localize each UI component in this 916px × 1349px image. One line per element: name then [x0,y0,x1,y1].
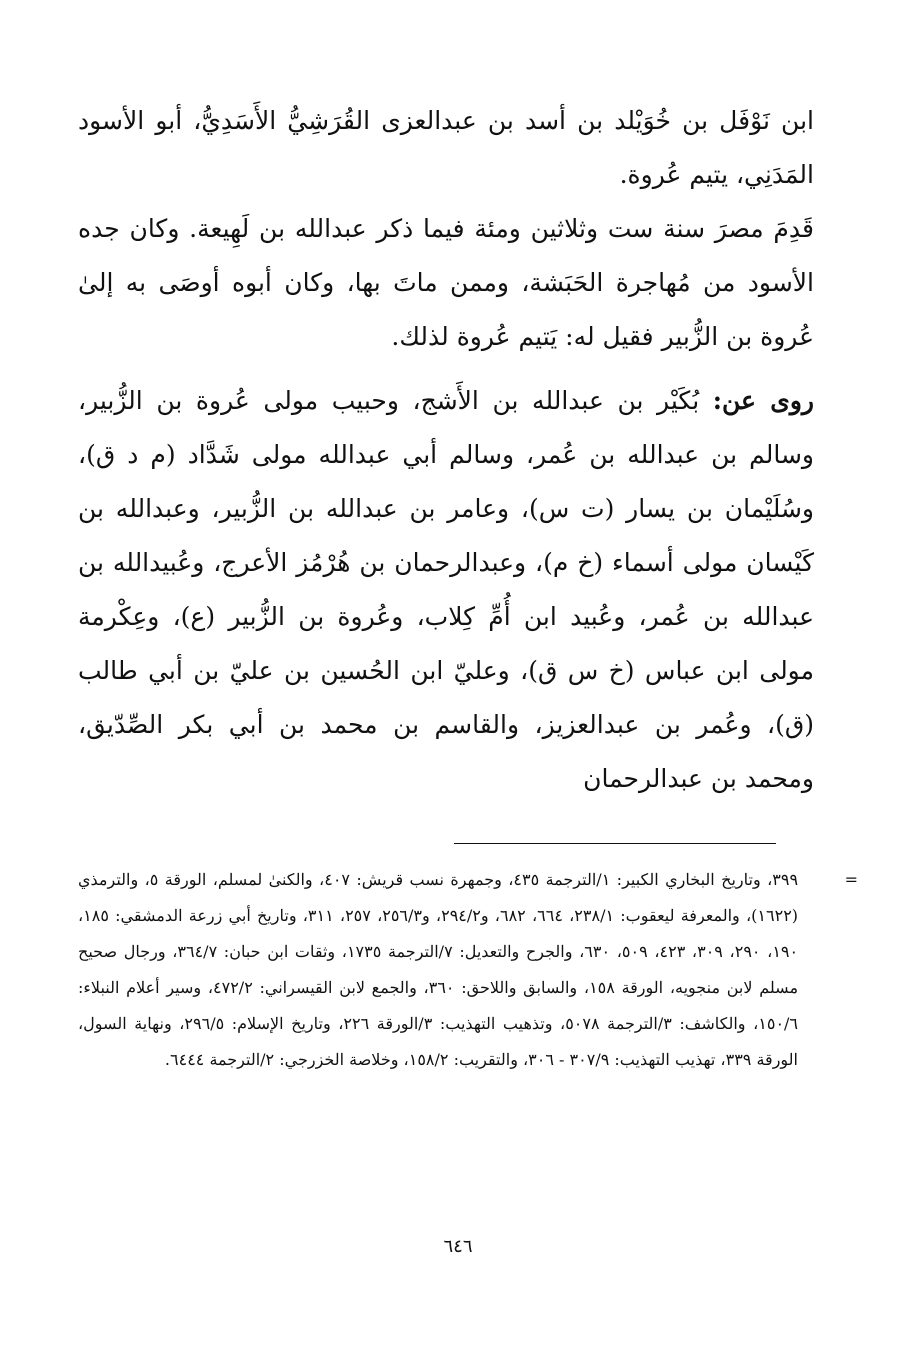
paragraph-biography: قَدِمَ مصرَ سنة ست وثلاثين ومئة فيما ذكر عبدالله بن لَهِيعة. وكان جده الأسود من مُهاجرة الحَبَشة، وممن ماتَ بها، وكان أبوه أوصَى به إلىٰ عُروة بن الزُّبير فقيل له: يَتيم عُروة لذلك. [78,214,814,351]
paragraph-narrated-from [78,374,814,806]
main-text [78,94,814,806]
narrated-from-list: بُكَيْر بن عبدالله بن الأَشج، وحبيب مولى عُروة بن الزُّبير، وسالم بن عبدالله بن عُمر، وسالم أبي عبدالله مولى شَدَّاد (م د ق)، وسُلَيْمان بن يسار (ت س)، وعامر بن عبدالله بن الزُّبير، وعبدالله بن كَيْسان مولى أسماء (خ م)، وعبدالرحمان بن هُرْمُز الأعرج، وعُبيدالله بن عبدالله بن عُمر، وعُبيد ابن أُمِّ كِلاب، وعُروة بن الزُّبير (ع)، وعِكْرمة مولى ابن عباس (خ س ق)، وعليّ ابن الحُسين بن عليّ بن أبي طالب (ق)، وعُمر بن عبدالعزيز، والقاسم بن محمد بن أبي بكر الصِّدّيق، ومحمد بن عبدالرحمان [78,386,814,793]
paragraph-name-lineage: ابن نَوْفَل بن خُوَيْلد بن أسد بن عبدالعزى القُرَشِيُّ الأَسَدِيُّ، أبو الأسود المَدَنِي، يتيم عُروة. [78,106,814,189]
footnote-text: ٣٩٩، وتاريخ البخاري الكبير: ١/الترجمة ٤٣٥، وجمهرة نسب قريش: ٤٠٧، والكنىٰ لمسلم، الورقة ٥، والترمذي (١٦٢٢)، والمعرفة ليعقوب: ٢٣٨/١، ٦٦٤، ٦٨٢، و٢٩٤/٢، و٢٥٦/٣، ٢٥٧، ٣١١، وتاريخ أبي زرعة الدمشقي: ١٨٥، ١٩٠، ٢٩٠، ٣٠٩، ٤٢٣، ٥٠٩، ٦٣٠، والجرح والتعديل: ٧/الترجمة ١٧٣٥، وثقات ابن حبان: ٣٦٤/٧، ورجال صحيح مسلم لابن منجويه، الورقة ١٥٨، والسابق واللاحق: ٣٦٠، والجمع لابن القيسراني: ٤٧٢/٢، وسير أعلام النبلاء: ١٥٠/٦، والكاشف: ٣/الترجمة ٥٠٧٨، وتذهيب التهذيب: ٣/الورقة ٢٢٦، وتاريخ الإسلام: ٢٩٦/٥، ونهاية السول، الورقة ٣٣٩، تهذيب التهذيب: ٣٠٧/٩ - ٣٠٦، والتقريب: ١٥٨/٢، وخلاصة الخزرجي: ٢/الترجمة ٦٤٤٤. [78,870,799,1069]
footnote-separator [454,843,776,844]
footnotes [78,862,858,1078]
page-number: ٦٤٦ [443,1236,473,1257]
narrated-from-label: روى عن: [712,386,815,415]
footnote-continuation-marker: = [844,870,858,889]
